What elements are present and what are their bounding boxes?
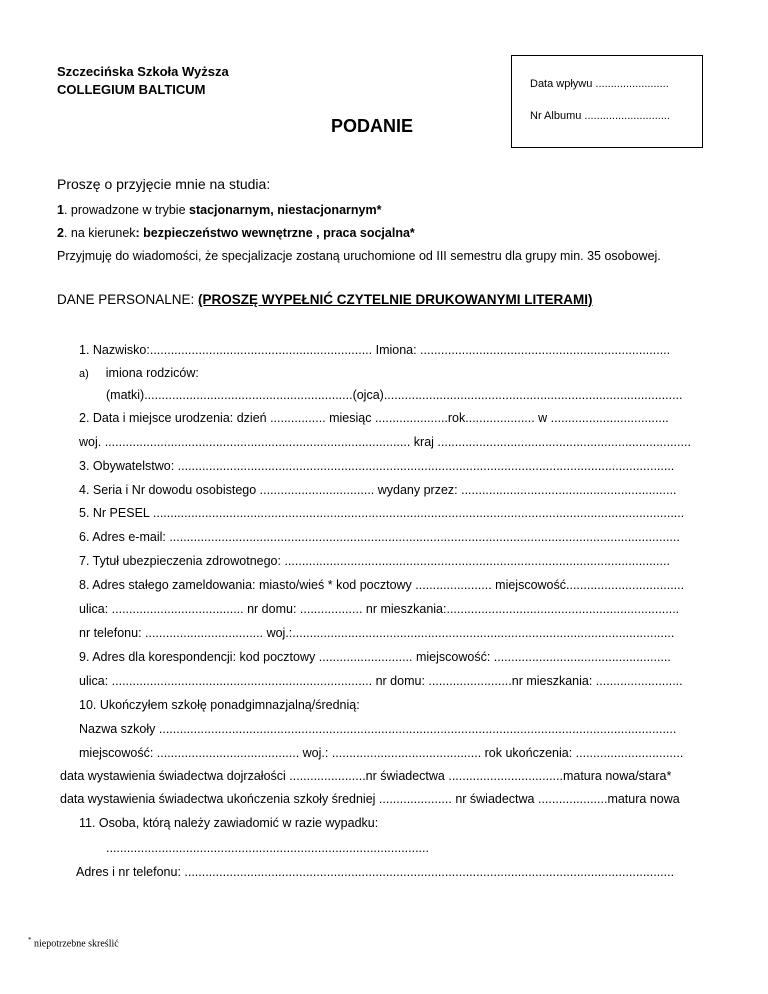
footnote [28,936,119,949]
footnote-text: niepotrzebne skreślić [31,938,119,950]
page-title: PODANIE [331,116,414,136]
study-field-line [57,226,415,240]
field-matura-certificate[interactable]: data wystawienia świadectwa dojrzałości ......................nr świadectwa .................................matura nowa/stara* [60,769,672,783]
field-school-place[interactable]: miejscowość: ......................................... woj.: ........................................... rok ukończenia: ............................... [79,746,684,760]
field-birth-date-place[interactable]: 2. Data i miejsce urodzenia: dzień ................ miesiąc .....................rok.................... w .................................. [79,411,669,425]
study-field-label: . na kierunek [63,226,136,240]
footnote-mark: * [28,936,32,944]
album-number-field[interactable]: Nr Albumu ............................ [530,110,670,122]
field-emergency-person[interactable]: ............................................................................................. [106,841,429,855]
field-school-certificate[interactable]: data wystawienia świadectwa ukończenia szkoły średniej ..................... nr świadectwa ....................matura nowa [60,792,680,806]
field-email[interactable]: 6. Adres e-mail: ................................................................................................................................................... [79,530,680,544]
request-text: Proszę o przyjęcie mnie na studia: [57,176,271,192]
field-school-name[interactable]: Nazwa szkoły ..................................................................................................................................................... [79,722,677,736]
field-citizenship[interactable]: 3. Obywatelstwo: ............................................................................................................................................... [79,459,675,473]
field-school-heading: 10. Ukończyłem szkołę ponadgimnazjalną/średnią: [79,698,360,712]
field-surname-names[interactable]: 1. Nazwisko:................................................................ Imiona: ........................................................................ [79,343,671,357]
field-phone-region[interactable]: nr telefonu: .................................. woj.:.............................................................................................................. [79,626,675,640]
field-id-document[interactable]: 4. Seria i Nr dowodu osobistego ................................. wydany przez: .............................................................. [79,483,677,497]
item-number: 1 [57,203,64,217]
field-parents-names[interactable]: (matki)............................................................(ojca)...................................................................................... [106,388,683,402]
parents-label: imiona rodziców: [105,366,199,380]
field-permanent-street[interactable]: ulica: ...................................... nr domu: .................. nr mieszkania:................................................................... [79,602,680,616]
field-correspondence-street[interactable]: ulica: ........................................................................... nr domu: ........................nr mieszkania: ......................... [79,674,683,688]
item-letter: a) [79,368,89,380]
section-label: DANE PERSONALNE: [57,292,199,307]
field-health-insurance[interactable]: 7. Tytuł ubezpieczenia zdrowotnego: ............................................................................................................... [79,554,670,568]
study-mode-line [57,203,381,217]
date-received-field[interactable]: Data wpływu ........................ [530,78,669,90]
study-field-options[interactable]: : bezpieczeństwo wewnętrzne , praca socjalna* [135,226,415,240]
field-emergency-address[interactable]: Adres i nr telefonu: ............................................................................................................................................. [76,865,675,879]
field-parents-label [79,366,199,380]
school-name: Szczecińska Szkoła Wyższa [57,64,229,79]
field-pesel[interactable]: 5. Nr PESEL ......................................................................................................................................................... [79,506,685,520]
specialization-note: Przyjmuję do wiadomości, że specjalizacje zostaną uruchomione od III semestru dla grupy min. 35 osobowej. [57,249,661,263]
study-mode-options[interactable]: stacjonarnym, niestacjonarnym* [189,203,382,217]
stamp-box [511,55,703,148]
section-instruction: (PROSZĘ WYPEŁNIĆ CZYTELNIE DRUKOWANYMI LITERAMI) [198,292,593,307]
school-name-line2: COLLEGIUM BALTICUM [57,82,206,97]
field-correspondence-address[interactable]: 9. Adres dla korespondencji: kod pocztowy ........................... miejscowość: ................................................... [79,650,671,664]
field-permanent-address[interactable]: 8. Adres stałego zameldowania: miasto/wieś * kod pocztowy ...................... miejscowość.................................. [79,578,685,592]
study-mode-label: . prowadzone w trybie [63,203,190,217]
section-heading [57,292,593,307]
field-emergency-heading: 11. Osoba, którą należy zawiadomić w razie wypadku: [79,816,379,830]
item-number: 2 [57,226,64,240]
field-birth-region-country[interactable]: woj. ........................................................................................ kraj ......................................................................... [79,435,691,449]
